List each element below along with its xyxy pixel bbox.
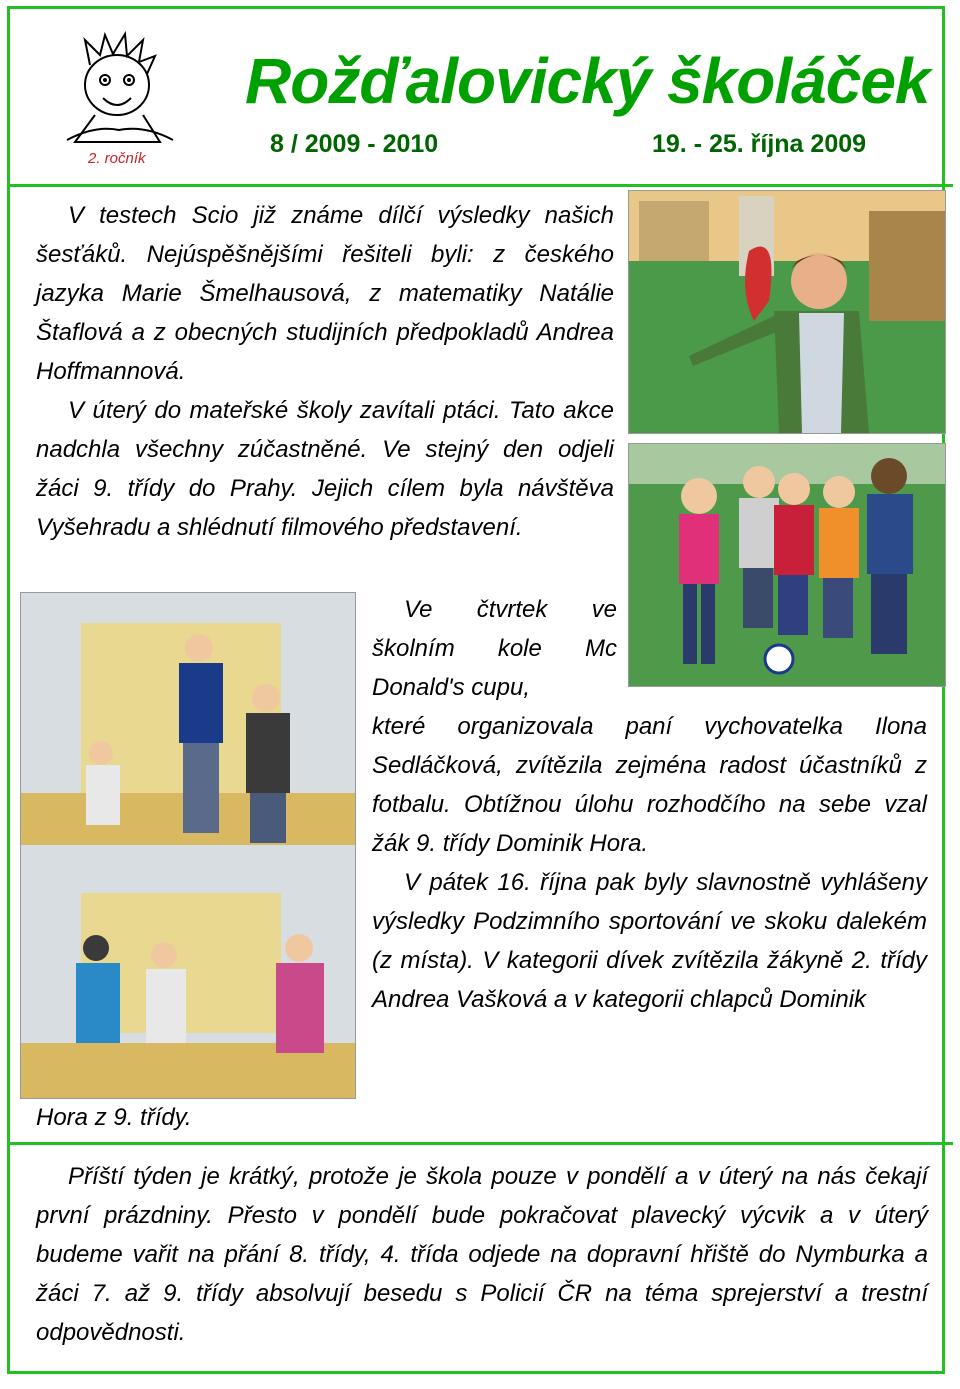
article-mcdonalds-cup-intro: Ve čtvrtek ve školním kole Mc Donald's cupu, xyxy=(372,596,617,701)
article-left-column xyxy=(36,196,614,547)
article-next-week: Příští týden je krátký, protože je škola pouze v pondělí a v úterý na nás čekají první prázdniny. Přesto v pondělí bude pokračovat plavecký výcvik a v úterý budeme vařit na přání 8. třídy, 4. třída odjede na dopravní hřiště do Nymburka a žáci 7. až 9. třídy absolvují besedu s Policií ČR na téma sprejerství a trestní odpovědnosti. xyxy=(36,1163,928,1346)
photo-award-ceremony xyxy=(20,592,356,1099)
header-divider xyxy=(7,184,953,187)
article-right-column xyxy=(372,590,927,1019)
boy-cartoon-logo xyxy=(55,30,185,150)
article-birds-and-prague: V úterý do mateřské školy zavítali ptáci. Tato akce nadchla všechny zúčastněné. Ve stejný den odjeli žáci 9. třídy do Prahy. Jejich cílem byla návštěva Vyšehradu a shlédnutí filmového představení. xyxy=(36,397,614,541)
photo-boy-with-parrot xyxy=(628,190,946,434)
grade-label: 2. ročník xyxy=(88,150,146,167)
article-long-jump: V pátek 16. října pak byly slavnostně vyhlášeny výsledky Podzimního sportování ve skoku dalekém (z místa). V kategorii dívek zvítězila žákyně 2. třídy Andrea Vašková a v kategorii chlapců Dominik xyxy=(372,869,927,1013)
article-long-jump-ending: Hora z 9. třídy. xyxy=(36,1104,192,1131)
article-mcdonalds-cup: které organizovala paní vychovatelka Ilona Sedláčková, zvítězila zejména radost účastníků z fotbalu. Obtížnou úlohu rozhodčího na sebe vzal žák 9. třídy Dominik Hora. xyxy=(372,713,927,857)
newspaper-title: Rožďalovický školáček xyxy=(245,45,930,117)
issue-number: 8 / 2009 - 2010 xyxy=(270,130,439,158)
issue-dates: 19. - 25. října 2009 xyxy=(652,130,867,158)
article-scio-results: V testech Scio již známe dílčí výsledky našich šesťáků. Nejúspěšnějšími řešiteli byli: z českého jazyka Marie Šmelhausová, z matematiky Natálie Štaflová a z obecných studijních předpokladů Andrea Hoffmannová. xyxy=(36,202,614,385)
footer-divider xyxy=(7,1142,953,1145)
